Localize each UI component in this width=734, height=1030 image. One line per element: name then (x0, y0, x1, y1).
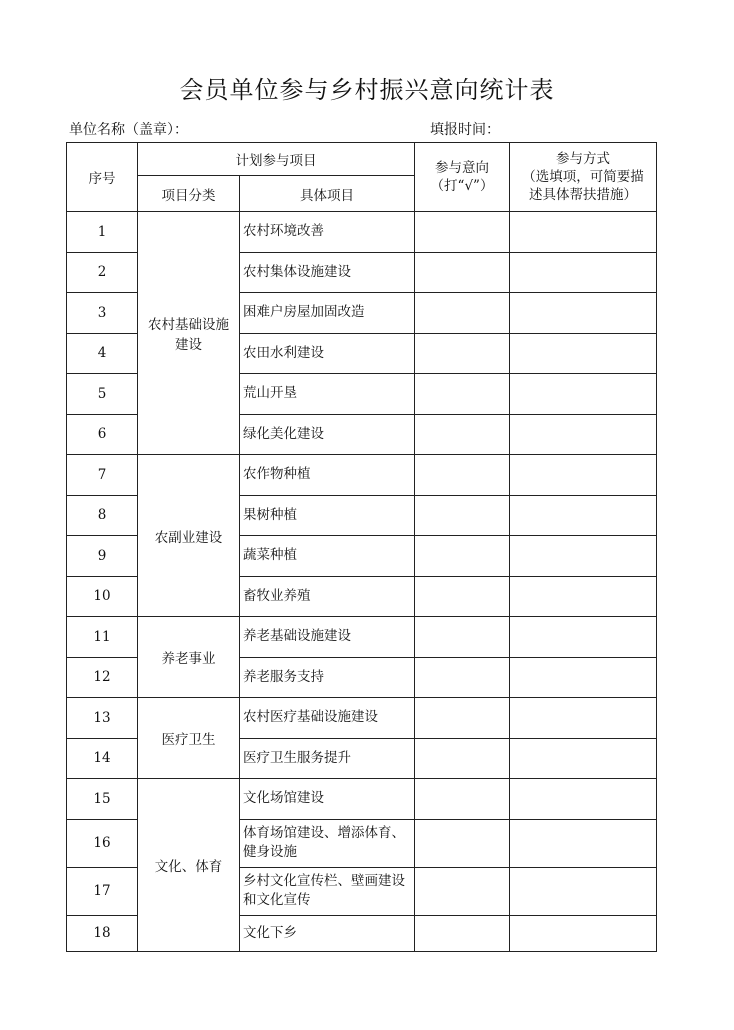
table-row (67, 698, 657, 739)
intent-cell[interactable] (415, 374, 510, 415)
header-row-1 (67, 143, 657, 176)
intent-cell[interactable] (415, 779, 510, 820)
item-cell: 文化场馆建设 (240, 779, 415, 820)
header-method-line2: （选填项，可简要描 (522, 169, 644, 185)
item-cell: 农村集体设施建设 (240, 252, 415, 293)
intent-cell[interactable] (415, 293, 510, 334)
category-cell: 养老事业 (138, 617, 240, 698)
method-cell[interactable] (510, 414, 657, 455)
statistics-table (66, 142, 657, 952)
method-cell[interactable] (510, 576, 657, 617)
intent-cell[interactable] (415, 915, 510, 951)
table-row (67, 779, 657, 820)
header-item: 具体项目 (240, 176, 415, 212)
row-number: 5 (67, 374, 138, 415)
header-intent-line2: （打“√”） (430, 178, 494, 194)
table-row (67, 455, 657, 496)
method-cell[interactable] (510, 455, 657, 496)
item-cell: 蔬菜种植 (240, 536, 415, 577)
item-cell: 困难户房屋加固改造 (240, 293, 415, 334)
intent-cell[interactable] (415, 698, 510, 739)
unit-name-label: 单位名称（盖章）： (69, 122, 188, 138)
method-cell[interactable] (510, 536, 657, 577)
table-row (67, 617, 657, 658)
row-number: 1 (67, 212, 138, 253)
item-cell: 乡村文化宣传栏、壁画建设和文化宣传 (240, 867, 415, 915)
row-number: 11 (67, 617, 138, 658)
item-cell: 绿化美化建设 (240, 414, 415, 455)
intent-cell[interactable] (415, 252, 510, 293)
method-cell[interactable] (510, 867, 657, 915)
row-number: 3 (67, 293, 138, 334)
method-cell[interactable] (510, 779, 657, 820)
item-cell: 文化下乡 (240, 915, 415, 951)
intent-cell[interactable] (415, 333, 510, 374)
method-cell[interactable] (510, 212, 657, 253)
category-cell: 医疗卫生 (138, 698, 240, 779)
method-cell[interactable] (510, 698, 657, 739)
item-cell: 农作物种植 (240, 455, 415, 496)
row-number: 6 (67, 414, 138, 455)
intent-cell[interactable] (415, 536, 510, 577)
header-category: 项目分类 (138, 176, 240, 212)
method-cell[interactable] (510, 738, 657, 779)
header-seq: 序号 (67, 143, 138, 212)
header-intent-line1: 参与意向 (435, 160, 489, 176)
method-cell[interactable] (510, 617, 657, 658)
method-cell[interactable] (510, 252, 657, 293)
header-method-line1: 参与方式 (556, 151, 610, 167)
row-number: 10 (67, 576, 138, 617)
row-number: 4 (67, 333, 138, 374)
item-cell: 体育场馆建设、增添体育、健身设施 (240, 819, 415, 867)
item-cell: 养老服务支持 (240, 657, 415, 698)
row-number: 17 (67, 867, 138, 915)
header-intent (415, 143, 510, 212)
page-title: 会员单位参与乡村振兴意向统计表 (179, 76, 555, 104)
row-number: 9 (67, 536, 138, 577)
item-cell: 医疗卫生服务提升 (240, 738, 415, 779)
category-cell: 农村基础设施建设 (138, 212, 240, 455)
method-cell[interactable] (510, 333, 657, 374)
row-number: 16 (67, 819, 138, 867)
intent-cell[interactable] (415, 414, 510, 455)
intent-cell[interactable] (415, 867, 510, 915)
method-cell[interactable] (510, 657, 657, 698)
method-cell[interactable] (510, 293, 657, 334)
header-method-line3: 述具体帮扶措施） (529, 187, 637, 203)
row-number: 15 (67, 779, 138, 820)
intent-cell[interactable] (415, 495, 510, 536)
row-number: 13 (67, 698, 138, 739)
row-number: 14 (67, 738, 138, 779)
row-number: 7 (67, 455, 138, 496)
row-number: 8 (67, 495, 138, 536)
item-cell: 养老基础设施建设 (240, 617, 415, 658)
item-cell: 畜牧业养殖 (240, 576, 415, 617)
item-cell: 果树种植 (240, 495, 415, 536)
item-cell: 荒山开垦 (240, 374, 415, 415)
intent-cell[interactable] (415, 576, 510, 617)
category-cell: 农副业建设 (138, 455, 240, 617)
row-number: 12 (67, 657, 138, 698)
item-cell: 农田水利建设 (240, 333, 415, 374)
method-cell[interactable] (510, 819, 657, 867)
header-method (510, 143, 657, 212)
fill-date-label: 填报时间： (430, 122, 500, 138)
method-cell[interactable] (510, 374, 657, 415)
intent-cell[interactable] (415, 455, 510, 496)
table-row (67, 212, 657, 253)
header-planned: 计划参与项目 (138, 143, 415, 176)
item-cell: 农村环境改善 (240, 212, 415, 253)
item-cell: 农村医疗基础设施建设 (240, 698, 415, 739)
intent-cell[interactable] (415, 738, 510, 779)
category-cell: 文化、体育 (138, 779, 240, 952)
intent-cell[interactable] (415, 819, 510, 867)
method-cell[interactable] (510, 495, 657, 536)
intent-cell[interactable] (415, 657, 510, 698)
method-cell[interactable] (510, 915, 657, 951)
row-number: 2 (67, 252, 138, 293)
intent-cell[interactable] (415, 617, 510, 658)
row-number: 18 (67, 915, 138, 951)
intent-cell[interactable] (415, 212, 510, 253)
